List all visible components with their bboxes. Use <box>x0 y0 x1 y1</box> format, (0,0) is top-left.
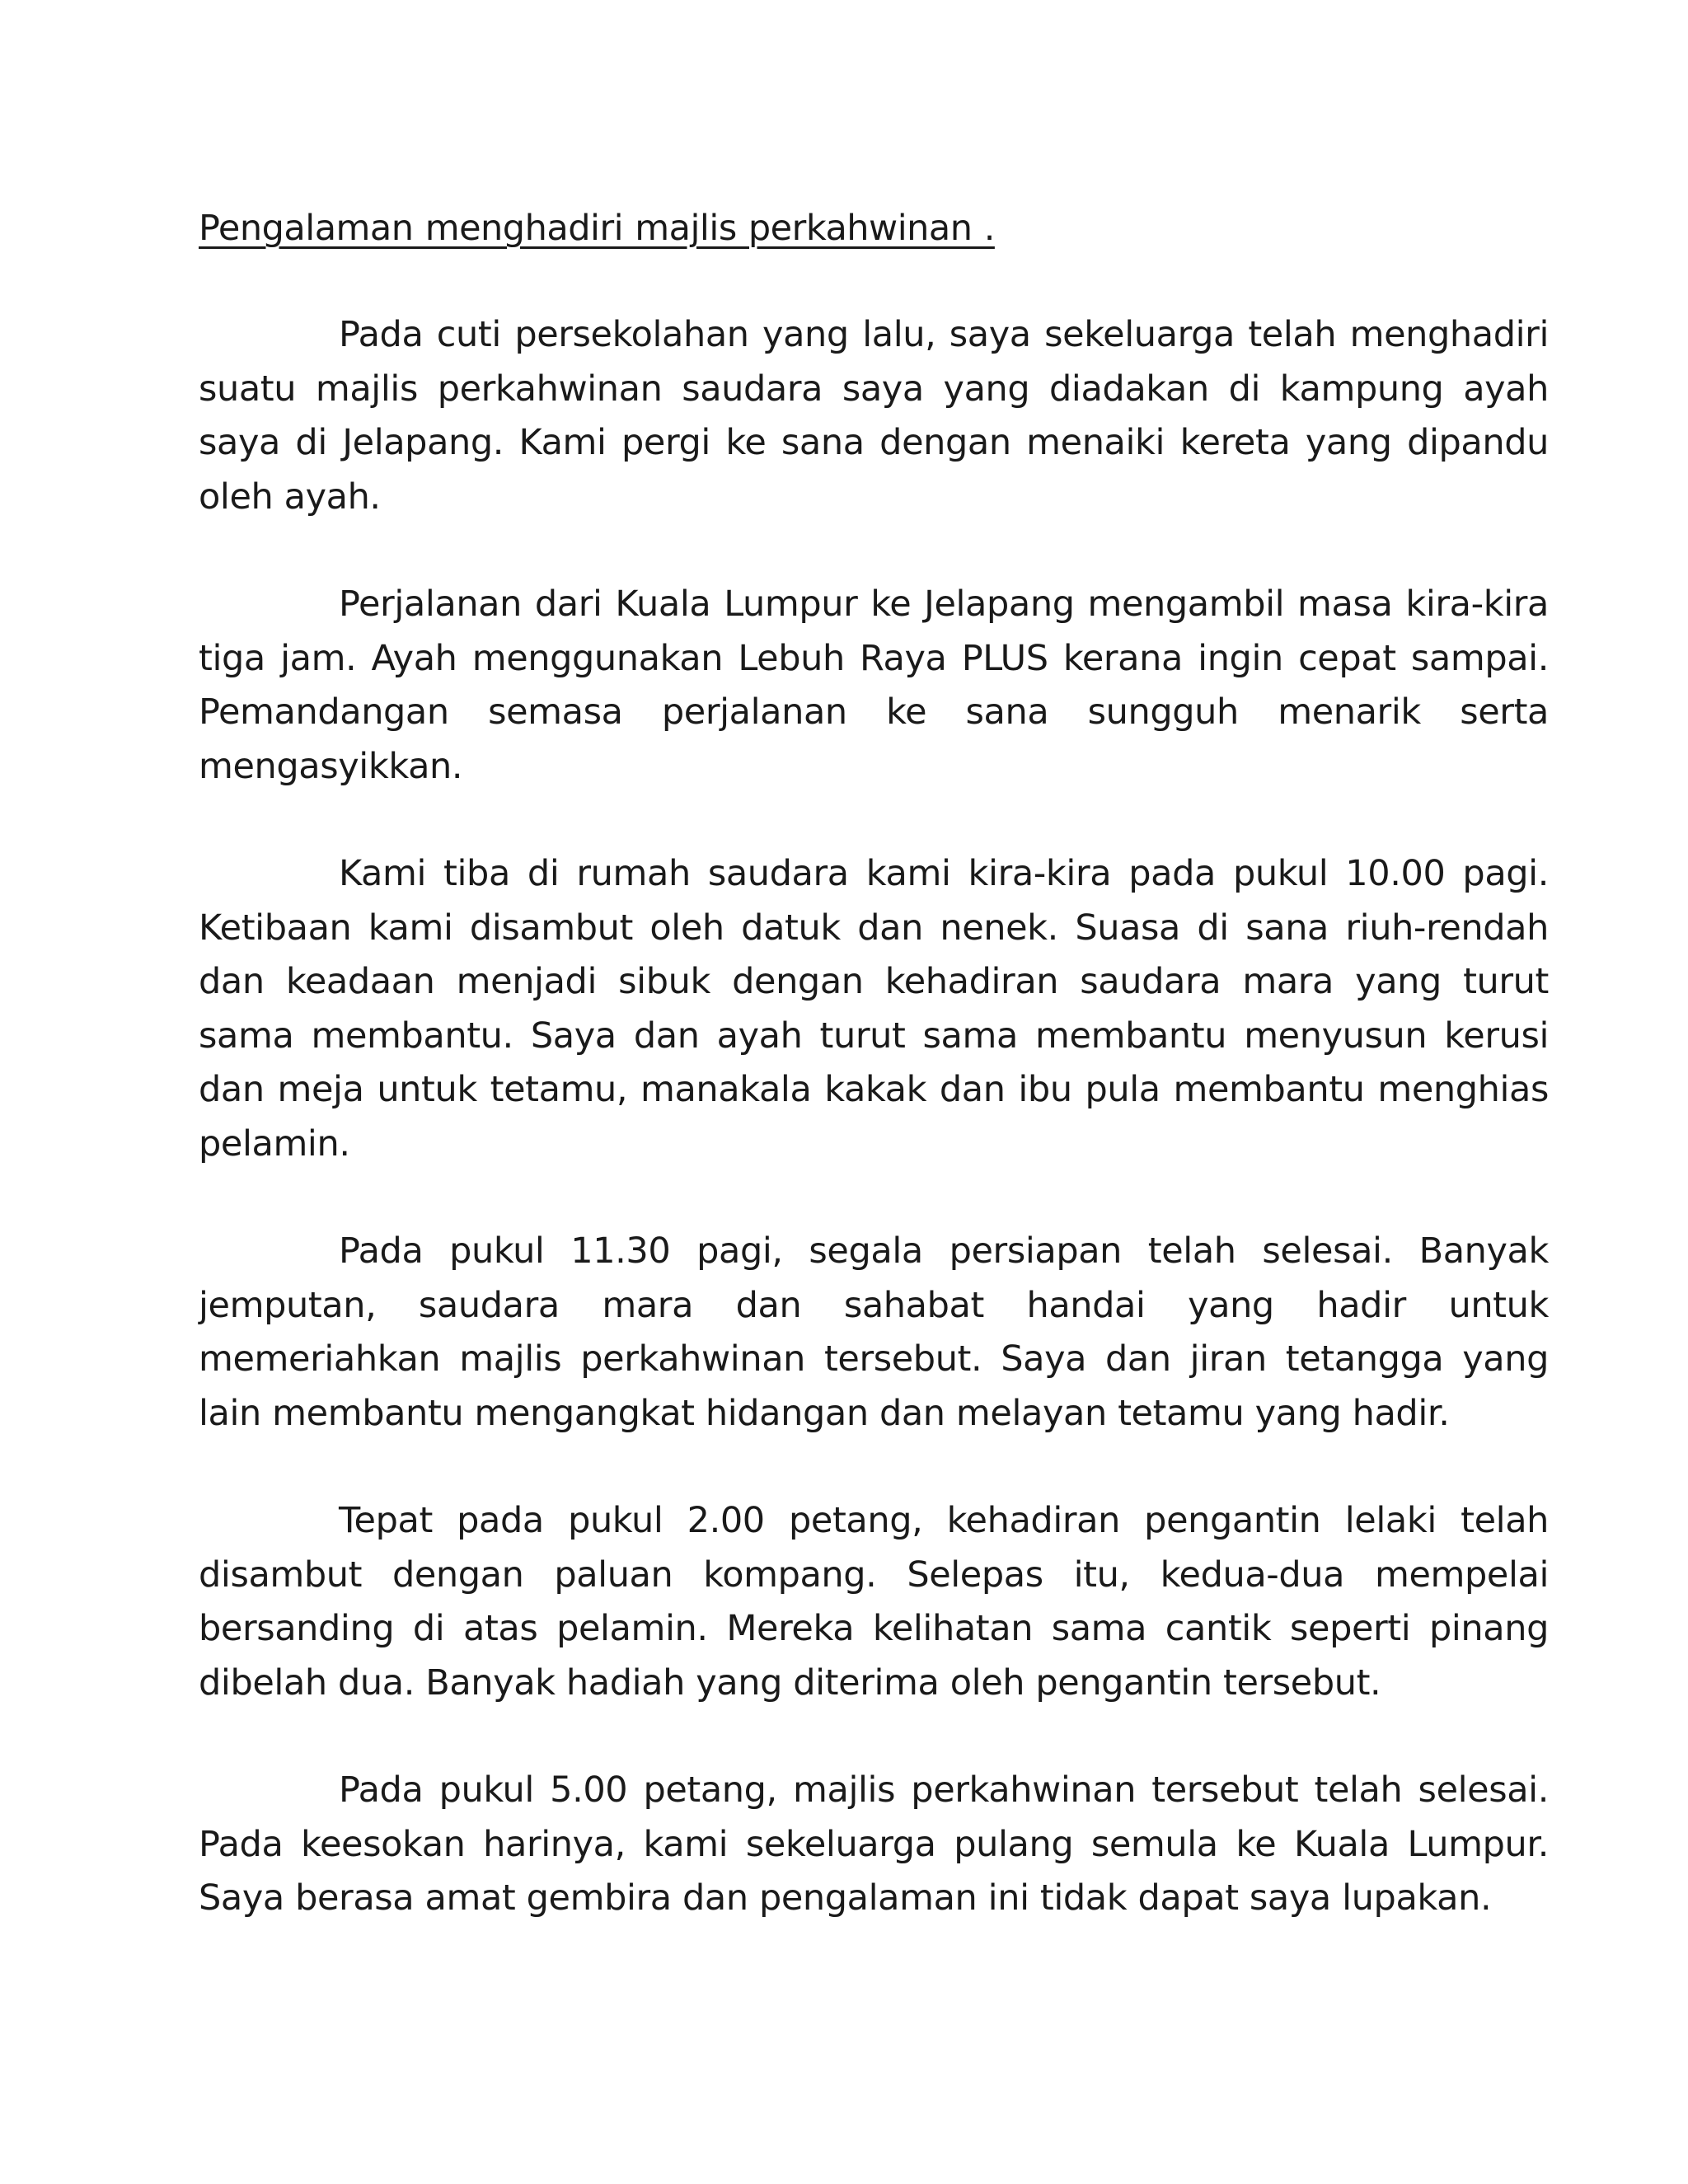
paragraph-2: Perjalanan dari Kuala Lumpur ke Jelapang mengambil masa kira-kira tiga jam. Ayah menggunakan Lebuh Raya PLUS kerana ingin cepat sampai. Pemandangan semasa perjalanan ke sana sungguh menarik serta mengasyikkan. <box>199 583 1549 787</box>
document-title: Pengalaman menghadiri majlis perkahwinan . <box>199 208 995 249</box>
paragraph-4: Pada pukul 11.30 pagi, segala persiapan telah selesai. Banyak jemputan, saudara mara dan sahabat handai yang hadir untuk memeriahkan majlis perkahwinan tersebut. Saya dan jiran tetangga yang lain membantu mengangkat hidangan dan melayan tetamu yang hadir. <box>199 1230 1549 1434</box>
paragraph-5: Tepat pada pukul 2.00 petang, kehadiran pengantin lelaki telah disambut dengan paluan kompang. Selepas itu, kedua-dua mempelai bersanding di atas pelamin. Mereka kelihatan sama cantik seperti pinang dibelah dua. Banyak hadiah yang diterima oleh pengantin tersebut. <box>199 1500 1549 1704</box>
paragraph-1: Pada cuti persekolahan yang lalu, saya sekeluarga telah menghadiri suatu majlis perkahwinan saudara saya yang diadakan di kampung ayah saya di Jelapang. Kami pergi ke sana dengan menaiki kereta yang dipandu oleh ayah. <box>199 314 1549 518</box>
paragraph-6: Pada pukul 5.00 petang, majlis perkahwinan tersebut telah selesai. Pada keesokan harinya, kami sekeluarga pulang semula ke Kuala Lumpur. Saya berasa amat gembira dan pengalaman ini tidak dapat saya lupakan. <box>199 1769 1549 1919</box>
document-body <box>199 201 1549 1980</box>
paragraph-3: Kami tiba di rumah saudara kami kira-kira pada pukul 10.00 pagi. Ketibaan kami disambut oleh datuk dan nenek. Suasa di sana riuh-rendah dan keadaan menjadi sibuk dengan kehadiran saudara mara yang turut sama membantu. Saya dan ayah turut sama membantu menyusun kerusi dan meja untuk tetamu, manakala kakak dan ibu pula membantu menghias pelamin. <box>199 853 1549 1165</box>
